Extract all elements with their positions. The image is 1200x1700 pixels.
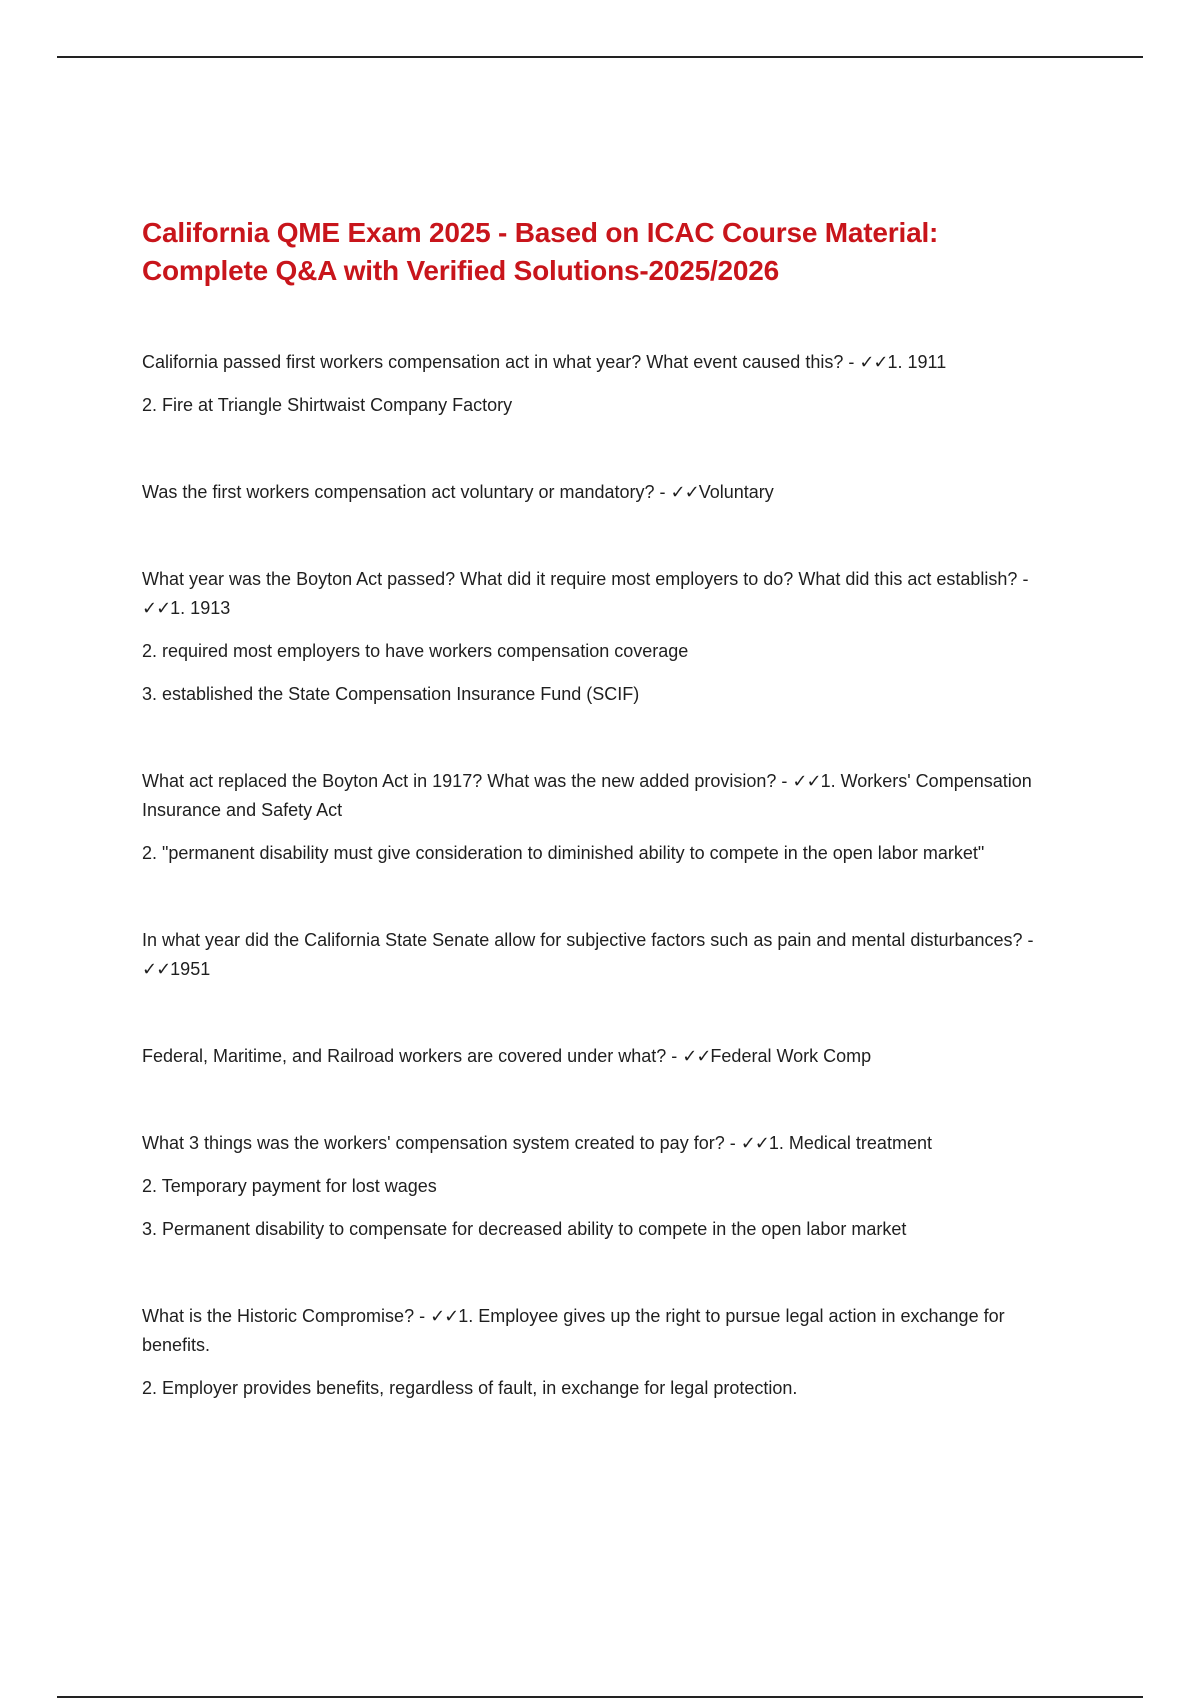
question-line [142, 348, 1062, 377]
qa-item [142, 1302, 1062, 1403]
question-text: In what year did the California State Senate allow for subjective factors such as pain and mental disturbances? [142, 930, 1023, 950]
check-mark-icon: ✓✓ [142, 598, 171, 618]
answer-line: 2. Employer provides benefits, regardless of fault, in exchange for legal protection. [142, 1378, 798, 1398]
check-mark-icon: ✓✓ [740, 1133, 769, 1153]
check-mark-icon: ✓✓ [859, 352, 888, 372]
question-line [142, 926, 1062, 984]
check-mark-icon: ✓✓ [142, 959, 171, 979]
question-separator: - [1017, 569, 1029, 589]
question-text: Was the first workers compensation act voluntary or mandatory? [142, 482, 655, 502]
qa-item [142, 348, 1062, 420]
question-text: What year was the Boyton Act passed? What did it require most employers to do? What did this act establish? [142, 569, 1018, 589]
qa-item [142, 478, 1062, 507]
question-text: What is the Historic Compromise? [142, 1306, 415, 1326]
question-separator: - [654, 482, 671, 502]
qa-list [142, 348, 1062, 1403]
check-mark-icon: ✓✓ [670, 482, 699, 502]
question-separator: - [414, 1306, 431, 1326]
answer-line: 2. required most employers to have workers compensation coverage [142, 641, 689, 661]
check-mark-icon: ✓✓ [792, 771, 821, 791]
qa-item [142, 1042, 1062, 1071]
answer-line: 2. Fire at Triangle Shirtwaist Company Factory [142, 395, 513, 415]
question-separator: - [724, 1133, 741, 1153]
answer-text: 1. Employee gives up the right to pursue legal action in exchange for benefits. [142, 1306, 1005, 1355]
answer-line: 3. established the State Compensation Insurance Fund (SCIF) [142, 684, 640, 704]
question-line [142, 767, 1062, 825]
question-text: California passed first workers compensation act in what year? What event caused this? [142, 352, 844, 372]
check-mark-icon: ✓✓ [682, 1046, 711, 1066]
question-line [142, 478, 1062, 507]
qa-item [142, 926, 1062, 984]
answer-line: 3. Permanent disability to compensate for decreased ability to compete in the open labor market [142, 1219, 907, 1239]
answer-text: 1951 [170, 959, 211, 979]
answer-line: 2. "permanent disability must give consideration to diminished ability to compete in the open labor market" [142, 843, 985, 863]
qa-item [142, 1129, 1062, 1244]
question-line [142, 565, 1062, 623]
question-line [142, 1302, 1062, 1360]
bottom-rule [57, 1696, 1143, 1698]
document-title: California QME Exam 2025 - Based on ICAC Course Material: Complete Q&A with Verified Solutions-2025/2026 [142, 217, 939, 286]
answer-text: Federal Work Comp [710, 1046, 872, 1066]
top-rule [57, 56, 1143, 58]
question-line [142, 1129, 1062, 1158]
question-line [142, 1042, 1062, 1071]
answer-line: 2. Temporary payment for lost wages [142, 1176, 437, 1196]
question-text: What act replaced the Boyton Act in 1917? What was the new added provision? [142, 771, 777, 791]
answer-text: 1. Medical treatment [768, 1133, 932, 1153]
check-mark-icon: ✓✓ [430, 1306, 459, 1326]
question-separator: - [776, 771, 793, 791]
question-separator: - [1022, 930, 1034, 950]
document-body [142, 214, 1062, 1461]
qa-item [142, 767, 1062, 868]
answer-text: 1. 1913 [170, 598, 231, 618]
question-separator: - [843, 352, 860, 372]
answer-text: 1. Workers' Compensation Insurance and Safety Act [142, 771, 1032, 820]
qa-item [142, 565, 1062, 709]
answer-text: 1. 1911 [887, 352, 947, 372]
question-separator: - [666, 1046, 683, 1066]
answer-text: Voluntary [698, 482, 774, 502]
question-text: What 3 things was the workers' compensation system created to pay for? [142, 1133, 725, 1153]
question-text: Federal, Maritime, and Railroad workers are covered under what? [142, 1046, 667, 1066]
